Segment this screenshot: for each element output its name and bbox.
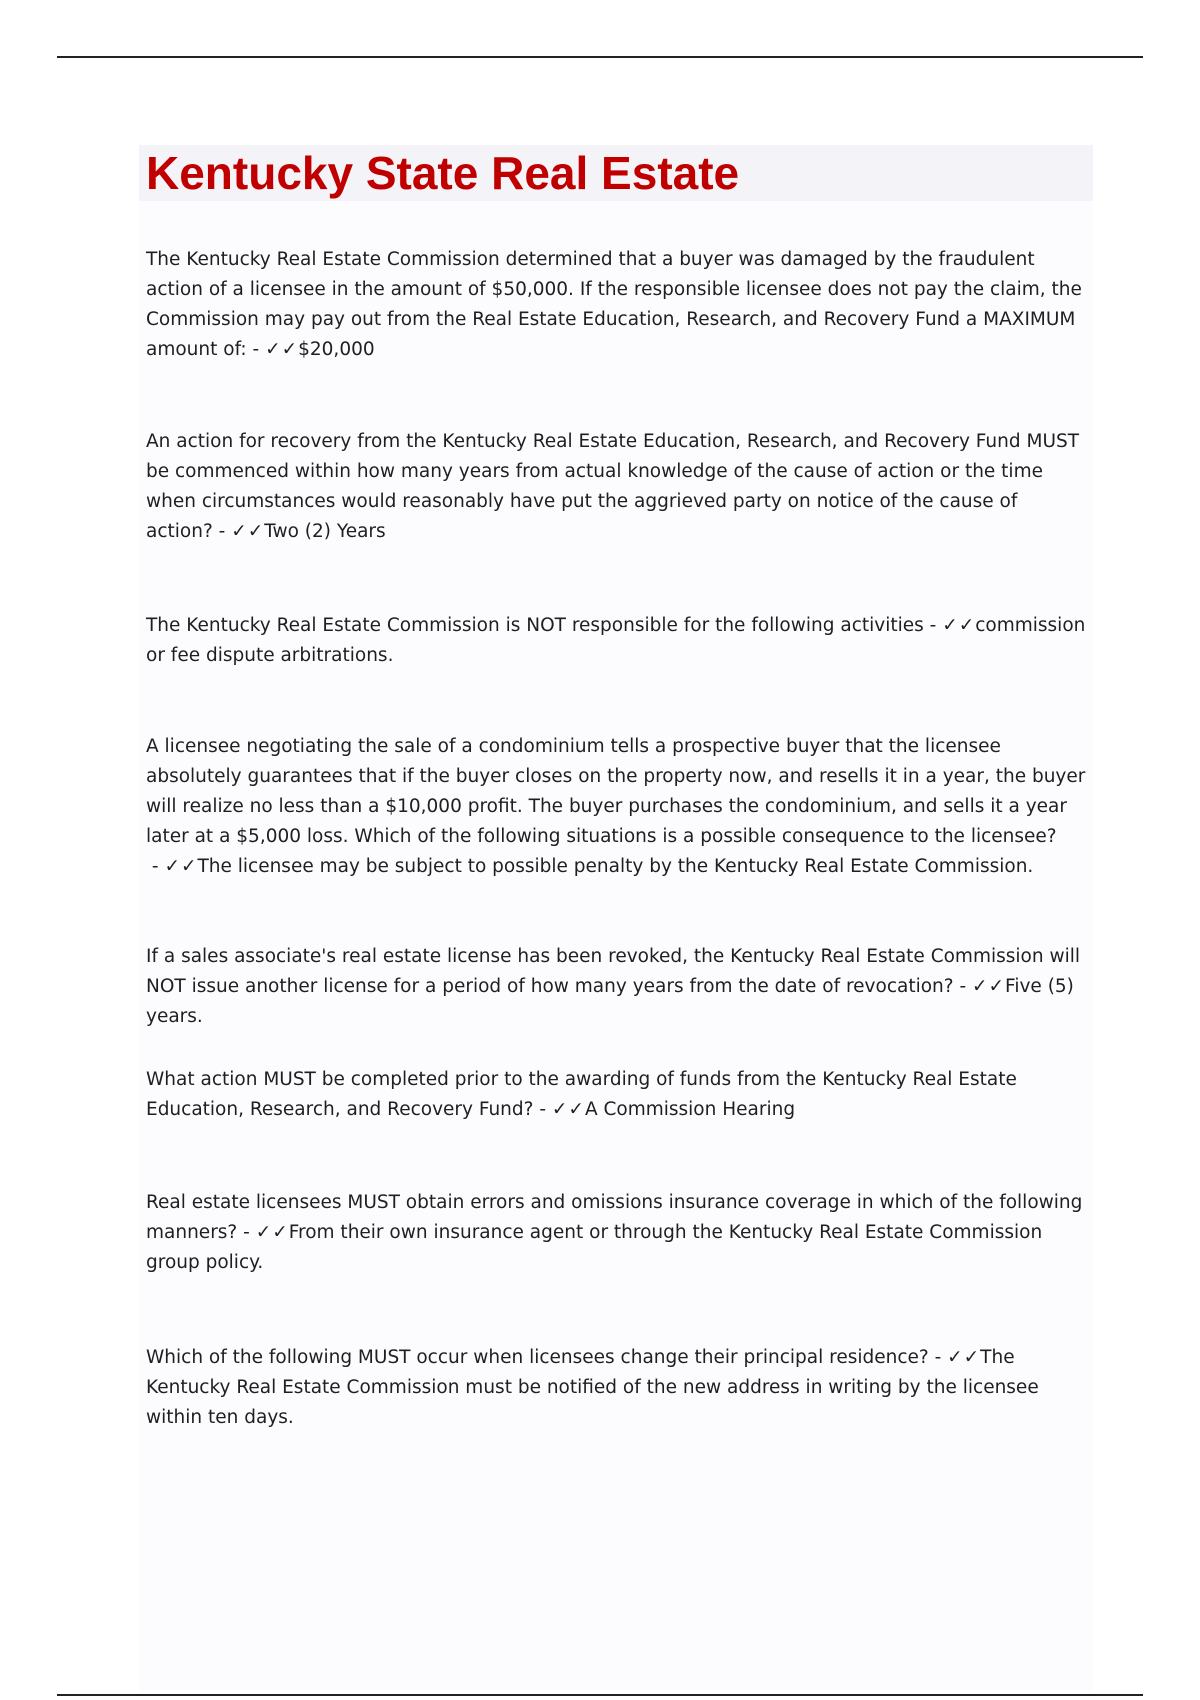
- qa-item: [146, 942, 1086, 1032]
- question-text: If a sales associate's real estate license has been revoked, the Kentucky Real Estate Commission will NOT issue another license for a period of how many years from the date of revocation?: [146, 946, 1081, 997]
- answer-text: A Commission Hearing: [584, 1099, 796, 1120]
- top-rule: [57, 56, 1143, 58]
- answer-text: From their own insurance agent or through the Kentucky Real Estate Commission group policy.: [146, 1222, 1043, 1273]
- double-check-icon: ✓✓: [231, 521, 265, 542]
- answer-text: Two (2) Years: [264, 521, 386, 542]
- separator: -: [928, 1347, 948, 1368]
- question-text: An action for recovery from the Kentucky Real Estate Education, Research, and Recovery Fund MUST be commenced within how many years from actual knowledge of the cause of action or the time when circumstances would reasonably have put the aggrieved party on notice of the cause of action?: [146, 431, 1080, 542]
- qa-item: [146, 732, 1086, 882]
- separator: -: [146, 856, 165, 877]
- question-text: What action MUST be completed prior to the awarding of funds from the Kentucky Real Estate Education, Research, and Recovery Fund?: [146, 1069, 1017, 1120]
- double-check-icon: ✓✓: [265, 339, 299, 360]
- separator: -: [246, 339, 266, 360]
- bottom-rule: [57, 1694, 1143, 1696]
- double-check-icon: ✓✓: [164, 856, 198, 877]
- separator: -: [533, 1099, 552, 1120]
- separator: -: [923, 615, 943, 636]
- question-text: Which of the following MUST occur when licensees change their principal residence?: [146, 1347, 929, 1368]
- question-text: The Kentucky Real Estate Commission is NOT responsible for the following activities: [146, 615, 924, 636]
- qa-item: [146, 1343, 1086, 1433]
- qa-item: [146, 1188, 1086, 1278]
- separator: -: [237, 1222, 256, 1243]
- answer-text: The licensee may be subject to possible penalty by the Kentucky Real Estate Commission.: [197, 856, 1034, 877]
- qa-item: [146, 427, 1086, 547]
- answer-text: commission or fee dispute arbitrations.: [146, 615, 1086, 666]
- page-body: [139, 145, 1093, 1690]
- qa-item: [146, 1065, 1086, 1125]
- separator: -: [953, 976, 973, 997]
- question-text: Real estate licensees MUST obtain errors and omissions insurance coverage in which of the following manners?: [146, 1192, 1083, 1243]
- double-check-icon: ✓✓: [947, 1347, 981, 1368]
- double-check-icon: ✓✓: [942, 615, 976, 636]
- answer-text: Five (5) years.: [146, 976, 1074, 1027]
- double-check-icon: ✓✓: [972, 976, 1006, 997]
- separator: -: [212, 521, 232, 542]
- document-title: Kentucky State Real Estate: [146, 147, 740, 199]
- question-text: A licensee negotiating the sale of a condominium tells a prospective buyer that the licensee absolutely guarantees that if the buyer closes on the property now, and resells it in a year, the buyer will realize no less than a $10,000 profit. The buyer purchases the condominium, and sells it a year later at a $5,000 loss. Which of the following situations is a possible consequence to the licensee?: [146, 736, 1086, 847]
- double-check-icon: ✓✓: [255, 1222, 289, 1243]
- answer-text: $20,000: [298, 339, 375, 360]
- qa-item: [146, 245, 1086, 365]
- answer-text: The Kentucky Real Estate Commission must be notified of the new address in writing by the licensee within ten days.: [146, 1347, 1039, 1428]
- question-text: The Kentucky Real Estate Commission determined that a buyer was damaged by the fraudulent action of a licensee in the amount of $50,000. If the responsible licensee does not pay the claim, the Commission may pay out from the Real Estate Education, Research, and Recovery Fund a MAXIMUM amount of:: [146, 249, 1082, 360]
- double-check-icon: ✓✓: [551, 1099, 585, 1120]
- qa-item: [146, 611, 1086, 671]
